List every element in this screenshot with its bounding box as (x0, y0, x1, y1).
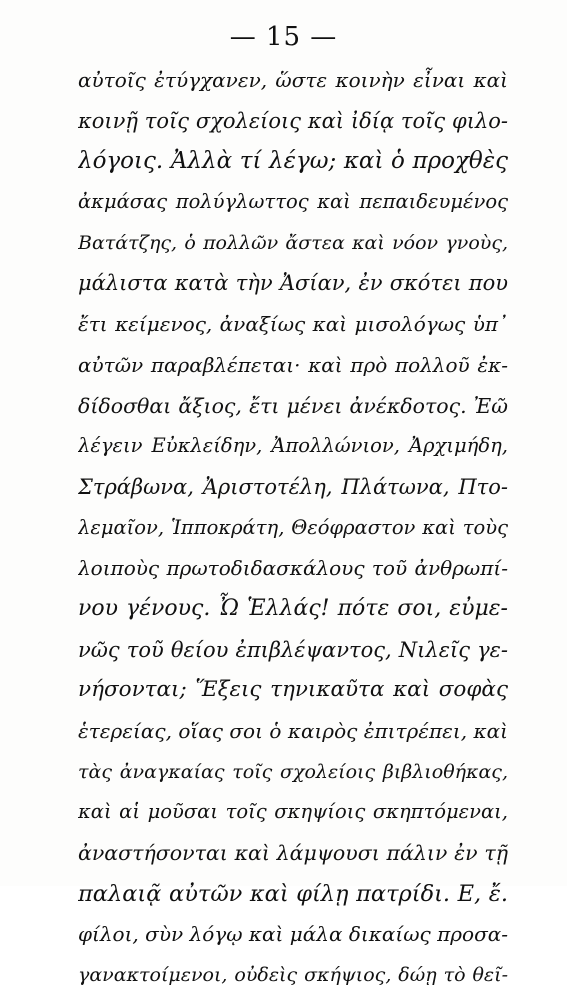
text-line: ἔτι κείμενος, ἀναξίως καὶ μισολόγως ὑπ᾽ (78, 312, 508, 337)
text-line: ἑτερείας, οἵας σοι ὁ καιρὸς ἐπιτρέπει, καὶ (78, 719, 508, 743)
text-line: ἀκμάσας πολύγλωττος καὶ πεπαιδευμένος (78, 190, 508, 214)
text-line: νου γένους. Ὦ Ἑλλάς! πότε σοι, εὐμε- (78, 595, 508, 621)
text-line: ἀναστήσονται καὶ λάμψουσι πάλιν ἐν τῇ (78, 841, 508, 866)
text-line: λέγειν Εὐκλείδην, Ἀπολλώνιον, Ἀρχιμήδη, (78, 434, 508, 458)
text-line: καὶ αἱ μοῦσαι τοῖς σκηψίοις σκηπτόμεναι, (78, 800, 508, 824)
text-line: γανακτοίμενοι, οὐδεὶς σκήψιος, δώῃ τὸ θεῖ- (78, 964, 508, 987)
text-line: Στράβωνα, Ἀριστοτέλη, Πλάτωνα, Πτο- (78, 474, 508, 499)
text-line: νῶς τοῦ θείου ἐπιβλέψαντος, Νιλεῖς γε- (78, 637, 508, 662)
text-line: λόγοις. Ἀλλὰ τί λέγω; καὶ ὁ προχθὲς (78, 148, 508, 175)
text-line: παλαιᾷ αὐτῶν καὶ φίλῃ πατρίδι. Ε, ἔ. (78, 880, 508, 907)
text-line: μάλιστα κατὰ τὴν Ἀσίαν, ἐν σκότει που (78, 271, 508, 296)
body-text (78, 60, 508, 996)
text-line: φίλοι, σὺν λόγῳ καὶ μάλα δικαίως προσα- (78, 922, 508, 947)
text-line: αὐτοῖς ἐτύγχανεν, ὥστε κοινὴν εἶναι καὶ (78, 68, 508, 92)
text-line: νήσονται; Ἕξεις τηνικαῦτα καὶ σοφὰς (78, 677, 508, 703)
page-number-header: — 15 — (229, 22, 338, 52)
text-line: λεμαῖον, Ἱπποκράτη, Θεόφραστον καὶ τοὺς (78, 515, 508, 539)
text-line: κοινῇ τοῖς σχολείοις καὶ ἰδίᾳ τοῖς φιλο- (78, 108, 508, 133)
text-line: Βατάτζης, ὁ πολλῶν ἄστεα καὶ νόον γνοὺς, (78, 231, 508, 254)
text-line: δίδοσθαι ἄξιος, ἔτι μένει ἀνέκδοτος. Ἐῶ (78, 393, 508, 418)
text-line: αὐτῶν παραβλέπεται· καὶ πρὸ πολλοῦ ἐκ- (78, 352, 508, 377)
text-line: τὰς ἀναγκαίας τοῖς σχολείοις βιβλιοθήκας, (78, 760, 508, 783)
text-line: λοιποὺς πρωτοδιδασκάλους τοῦ ἀνθρωπί- (78, 556, 508, 581)
